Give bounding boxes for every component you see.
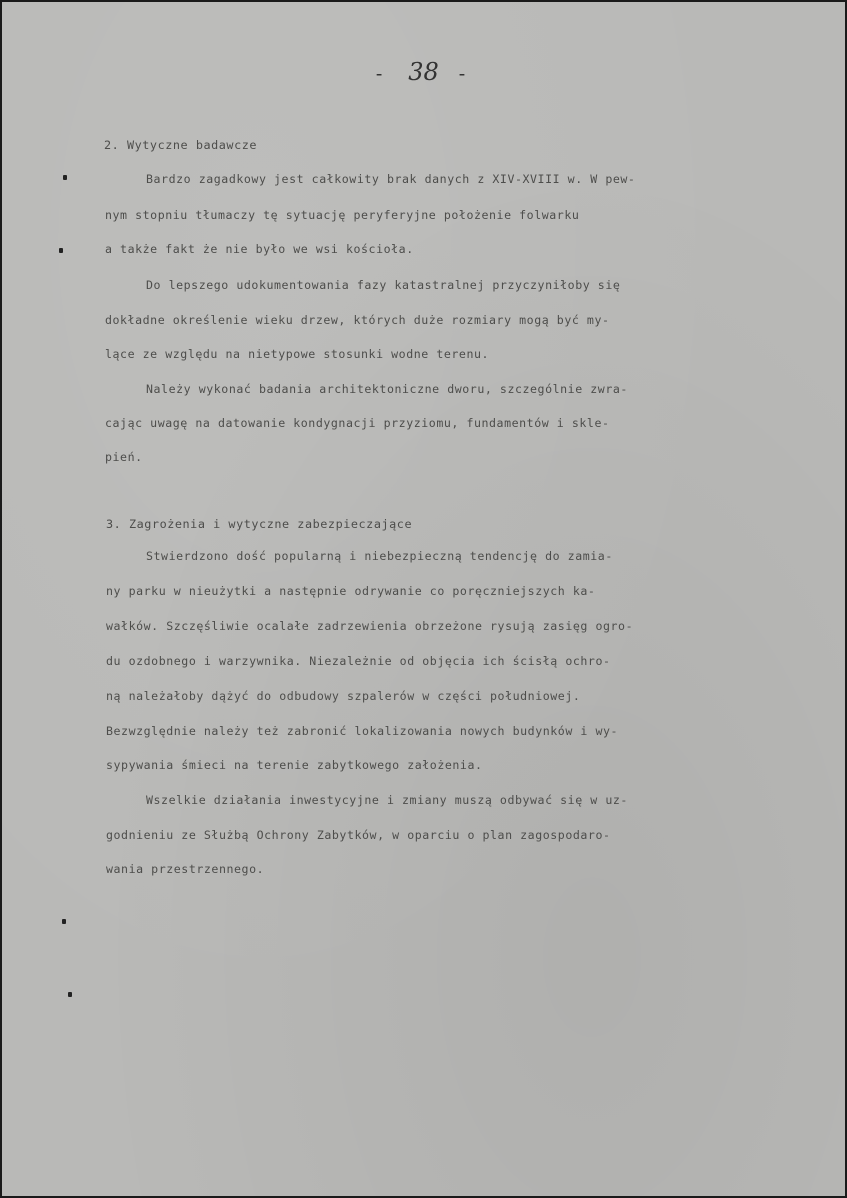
page-number-prefix: -	[373, 63, 391, 85]
text-line: a także fakt że nie było we wsi kościoła.	[105, 242, 414, 256]
binding-mark	[63, 175, 67, 180]
page-number	[2, 58, 845, 86]
text-line: ny parku w nieużytki a następnie odrywanie co poręczniejszych ka-	[106, 584, 596, 598]
text-line: Należy wykonać badania architektoniczne dworu, szczególnie zwra-	[146, 382, 628, 396]
page-number-suffix: -	[456, 63, 474, 85]
text-line: wania przestrzennego.	[106, 862, 265, 876]
text-line: wałków. Szczęśliwie ocalałe zadrzewienia obrzeżone rysują zasięg ogro-	[106, 619, 634, 633]
text-line: Bezwzględnie należy też zabronić lokalizowania nowych budynków i wy-	[106, 724, 619, 738]
text-line: dokładne określenie wieku drzew, których duże rozmiary mogą być my-	[105, 313, 610, 327]
binding-mark	[59, 248, 63, 253]
text-line: cając uwagę na datowanie kondygnacji przyziomu, fundamentów i skle-	[105, 416, 610, 430]
text-line: pień.	[105, 450, 143, 464]
binding-mark	[62, 919, 66, 924]
section-heading: 2. Wytyczne badawcze	[104, 138, 258, 152]
text-line: Do lepszego udokumentowania fazy katastralnej przyczyniłoby się	[146, 278, 621, 292]
document-page	[2, 2, 845, 1196]
text-line: du ozdobnego i warzywnika. Niezależnie od objęcia ich ścisłą ochro-	[106, 654, 611, 668]
text-line: lące ze względu na nietypowe stosunki wodne terenu.	[105, 347, 490, 361]
text-line: nym stopniu tłumaczy tę sytuację peryferyjne położenie folwarku	[105, 208, 580, 222]
text-line: Bardzo zagadkowy jest całkowity brak danych z XIV-XVIII w. W pew-	[146, 172, 636, 186]
text-line: Wszelkie działania inwestycyjne i zmiany muszą odbywać się w uz-	[146, 793, 628, 807]
text-line: ną należałoby dążyć do odbudowy szpalerów w części południowej.	[106, 689, 581, 703]
text-line: Stwierdzono dość popularną i niebezpieczną tendencję do zamia-	[146, 549, 613, 563]
binding-mark	[68, 992, 72, 997]
section-heading: 3. Zagrożenia i wytyczne zabezpieczające	[106, 517, 413, 531]
text-line: sypywania śmieci na terenie zabytkowego założenia.	[106, 758, 483, 772]
page-number-value: 38	[408, 58, 439, 86]
text-line: godnieniu ze Służbą Ochrony Zabytków, w oparciu o plan zagospodaro-	[106, 828, 611, 842]
